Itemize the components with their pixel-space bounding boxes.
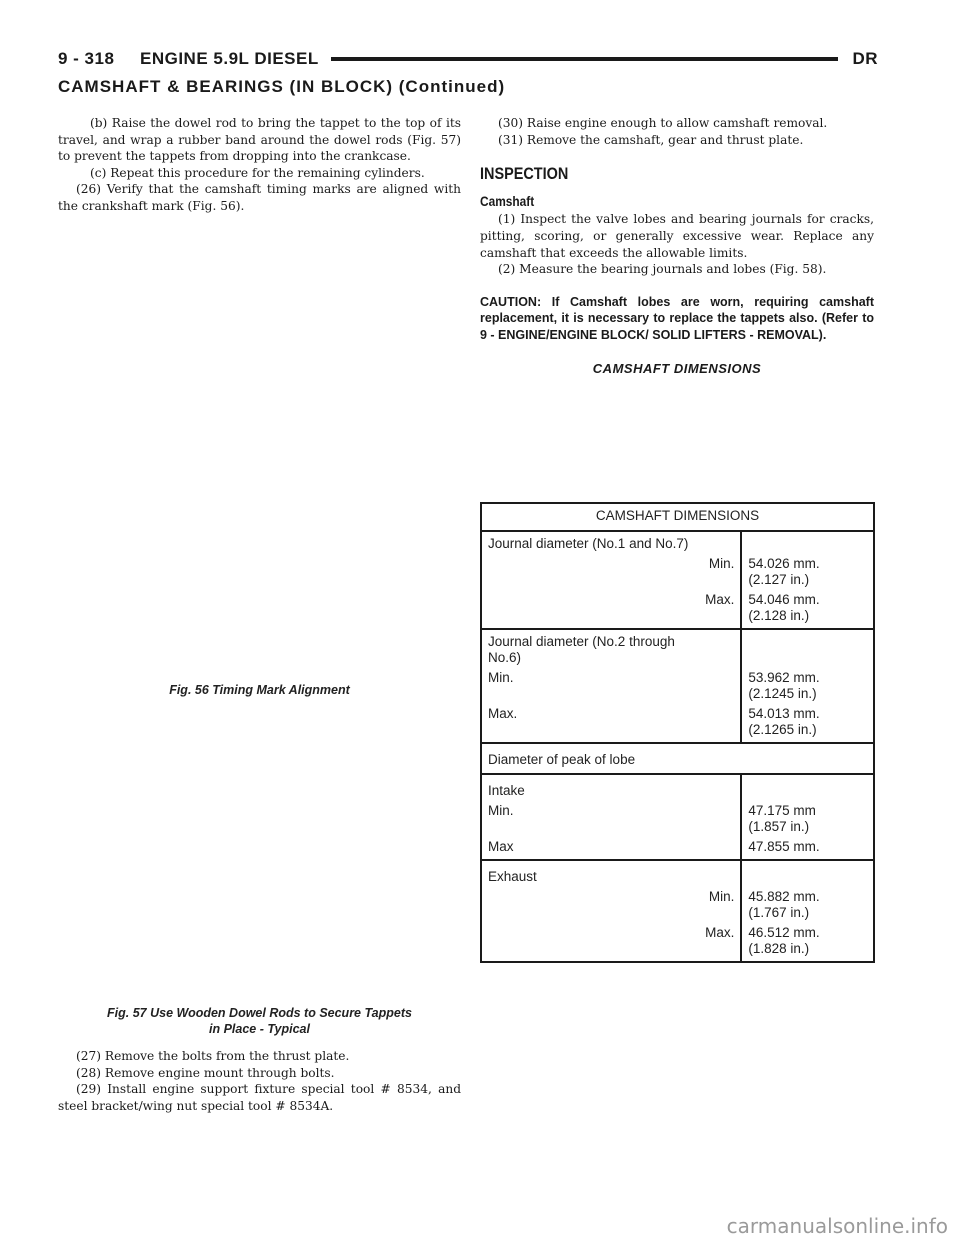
intake-label: Intake xyxy=(488,783,525,798)
camshaft-subheading: Camshaft xyxy=(480,192,535,209)
step-28: (28) Remove engine mount through bolts. xyxy=(76,1065,335,1080)
intake-max-mm: 47.855 mm. xyxy=(748,839,820,854)
exhaust-label-cell xyxy=(481,860,741,962)
caution-note: CAUTION: If Camshaft lobes are worn, requiring camshaft replacement, it is necessary to replace the tappets also. (Refer to 9 - ENGINE/ENGINE BLOCK/ SOLID LIFTERS - REMOVAL). xyxy=(480,294,874,342)
page-header xyxy=(58,47,878,71)
journal-1-7-values xyxy=(741,531,874,629)
camshaft-dimensions-table xyxy=(480,502,875,963)
journal-2-6-values xyxy=(741,629,874,743)
exhaust-label: Exhaust xyxy=(488,869,537,884)
journal-1-7-max-label: Max. xyxy=(705,592,735,607)
exhaust-max-mm: 46.512 mm. xyxy=(748,925,820,940)
table-header: CAMSHAFT DIMENSIONS xyxy=(481,503,874,531)
inspection-step-2: (2) Measure the bearing journals and lobes (Fig. 58). xyxy=(498,262,827,277)
header-title: ENGINE 5.9L DIESEL xyxy=(140,49,319,68)
journal-2-6-max-label: Max. xyxy=(488,706,518,721)
journal-2-6-min-mm: 53.962 mm. xyxy=(748,670,820,685)
journal-1-7-label-cell xyxy=(481,531,741,629)
journal-2-6-label-line1: Journal diameter (No.2 through xyxy=(488,634,675,649)
table-row xyxy=(481,629,874,743)
inspection-step-1: (1) Inspect the valve lobes and bearing journals for cracks, pitting, scoring, or generally excessive wear. Replace any camshaft that exceeds the allowable limits. xyxy=(480,212,874,260)
paragraph: (26) Verify that the camshaft timing marks are aligned with the crankshaft mark (Fig. 56). xyxy=(58,182,461,213)
table-row xyxy=(481,774,874,860)
table-row xyxy=(481,743,874,774)
intake-min-mm: 47.175 mm xyxy=(748,803,816,818)
journal-2-6-max-mm: 54.013 mm. xyxy=(748,706,820,721)
journal-1-7-min-in: (2.127 in.) xyxy=(748,572,810,587)
exhaust-min-label: Min. xyxy=(708,889,735,904)
lobe-peak-label: Diameter of peak of lobe xyxy=(481,743,874,774)
journal-2-6-min-in: (2.1245 in.) xyxy=(748,686,817,701)
step-30: (30) Raise engine enough to allow camshaft removal. xyxy=(498,116,828,130)
paragraph: (b) Raise the dowel rod to bring the tappet to the top of its travel, and wrap a rubber band around the dowel rods (Fig. 57) to prevent the tappets from dropping into the crankcase. xyxy=(58,116,461,164)
journal-1-7-min-mm: 54.026 mm. xyxy=(748,556,820,571)
right-column xyxy=(480,115,874,398)
journal-1-7-max-mm: 54.046 mm. xyxy=(748,592,820,607)
journal-2-6-label-cell xyxy=(481,629,741,743)
table-row xyxy=(481,860,874,962)
table-title: CAMSHAFT DIMENSIONS xyxy=(592,361,762,377)
page-number: 9 - 318 xyxy=(58,49,115,68)
exhaust-min-in: (1.767 in.) xyxy=(748,905,810,920)
table-row xyxy=(481,531,874,629)
figure-56-caption: Fig. 56 Timing Mark Alignment xyxy=(169,683,350,697)
exhaust-min-mm: 45.882 mm. xyxy=(748,889,820,904)
journal-1-7-min-label: Min. xyxy=(708,556,735,571)
left-steps xyxy=(58,1048,461,1114)
intake-max-label: Max xyxy=(488,839,514,854)
left-column xyxy=(58,115,461,215)
exhaust-max-label: Max. xyxy=(705,925,735,940)
intake-min-in: (1.857 in.) xyxy=(748,819,810,834)
section-code: DR xyxy=(852,49,878,68)
intake-label-cell xyxy=(481,774,741,860)
step-29: (29) Install engine support fixture special tool # 8534, and steel bracket/wing nut special tool # 8534A. xyxy=(58,1082,461,1113)
journal-2-6-min-label: Min. xyxy=(488,670,514,685)
exhaust-values xyxy=(741,860,874,962)
intake-values xyxy=(741,774,874,860)
watermark-link[interactable]: carmanualsonline.info xyxy=(726,1214,948,1238)
figure-57-caption-line1: Fig. 57 Use Wooden Dowel Rods to Secure Tappets xyxy=(107,1006,412,1020)
journal-1-7-label: Journal diameter (No.1 and No.7) xyxy=(488,536,689,551)
intake-min-label: Min. xyxy=(488,803,514,818)
journal-2-6-max-in: (2.1265 in.) xyxy=(748,722,817,737)
step-31: (31) Remove the camshaft, gear and thrust plate. xyxy=(498,132,804,147)
paragraph: (c) Repeat this procedure for the remaining cylinders. xyxy=(90,165,425,180)
table-header-row xyxy=(481,503,874,531)
section-title: CAMSHAFT & BEARINGS (IN BLOCK) (Continued) xyxy=(58,77,506,96)
journal-1-7-max-in: (2.128 in.) xyxy=(748,608,810,623)
step-27: (27) Remove the bolts from the thrust plate. xyxy=(76,1049,350,1063)
figure-57-caption xyxy=(58,1005,461,1037)
journal-2-6-label-line2: No.6) xyxy=(488,650,522,665)
exhaust-max-in: (1.828 in.) xyxy=(748,941,810,956)
figure-57-caption-line2: in Place - Typical xyxy=(209,1022,310,1036)
header-rule xyxy=(331,57,839,61)
inspection-heading: INSPECTION xyxy=(480,164,569,184)
